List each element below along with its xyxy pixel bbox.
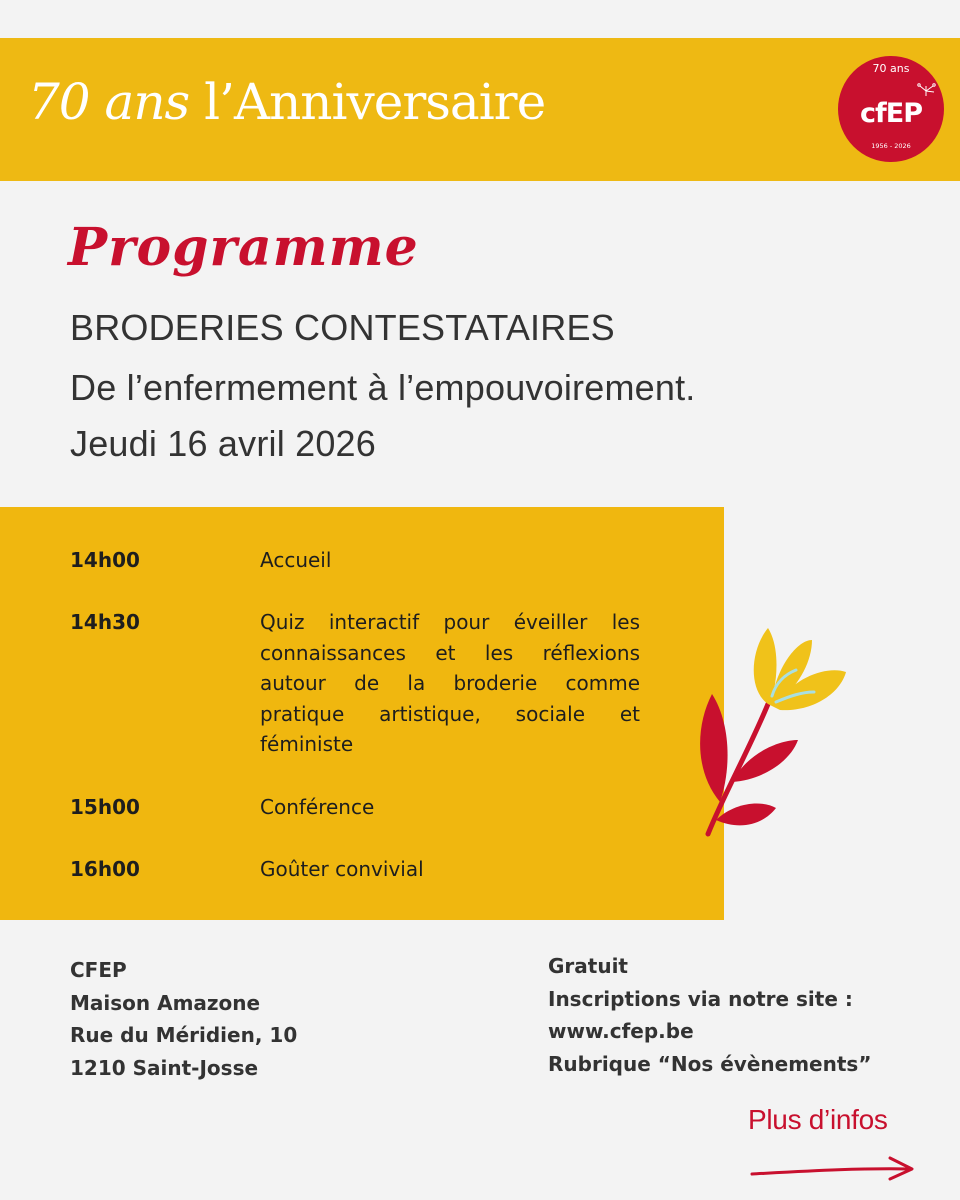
cfep-logo-graphic: [838, 56, 944, 162]
address-line: CFEP: [70, 958, 127, 982]
venue-address: [70, 954, 297, 1084]
address-line: Maison Amazone: [70, 990, 261, 1015]
address-line: Rue du Méridien, 10: [70, 1023, 298, 1047]
info-registration: Inscriptions via notre site :: [548, 986, 853, 1011]
event-subtitle: De l’enfermement à l’empouvoirement.: [70, 367, 696, 408]
schedule-activity: Quiz interactif pour éveiller les connaissances et les réflexions autour de la broderie comme pratique artistique, sociale et féministe: [260, 610, 640, 756]
firework-icon: [918, 84, 935, 96]
flower-illustration-icon: [690, 612, 860, 847]
more-info-link[interactable]: Plus d’infos: [748, 1104, 888, 1135]
cfep-logo: [838, 56, 944, 162]
address-line: 1210 Saint-Josse: [70, 1055, 259, 1080]
schedule-time: 14h00: [70, 548, 140, 572]
info-section: Rubrique “Nos évènements”: [548, 1051, 872, 1076]
banner-title-rest: l’Anniversaire: [204, 73, 546, 131]
logo-name: cfEP: [860, 98, 922, 129]
schedule-activity: Accueil: [260, 548, 332, 572]
info-price: Gratuit: [548, 954, 628, 978]
schedule-time: 15h00: [70, 795, 140, 819]
event-title: BRODERIES CONTESTATAIRES: [70, 307, 615, 348]
schedule-time: 14h30: [70, 610, 140, 634]
schedule-activity: Goûter convivial: [260, 857, 424, 881]
schedule-activity: Conférence: [260, 795, 375, 819]
logo-years: 1956 - 2026: [871, 142, 911, 150]
banner-title-italic: 70 ans: [28, 73, 190, 131]
event-date: Jeudi 16 avril 2026: [70, 423, 377, 464]
arrow-right-icon[interactable]: [748, 1152, 918, 1186]
programme-title: Programme: [68, 217, 419, 278]
info-website-link[interactable]: www.cfep.be: [548, 1019, 694, 1043]
registration-info: [548, 950, 871, 1080]
schedule-time: 16h00: [70, 857, 140, 881]
logo-top-text: 70 ans: [872, 62, 910, 75]
banner-title: [28, 72, 545, 132]
